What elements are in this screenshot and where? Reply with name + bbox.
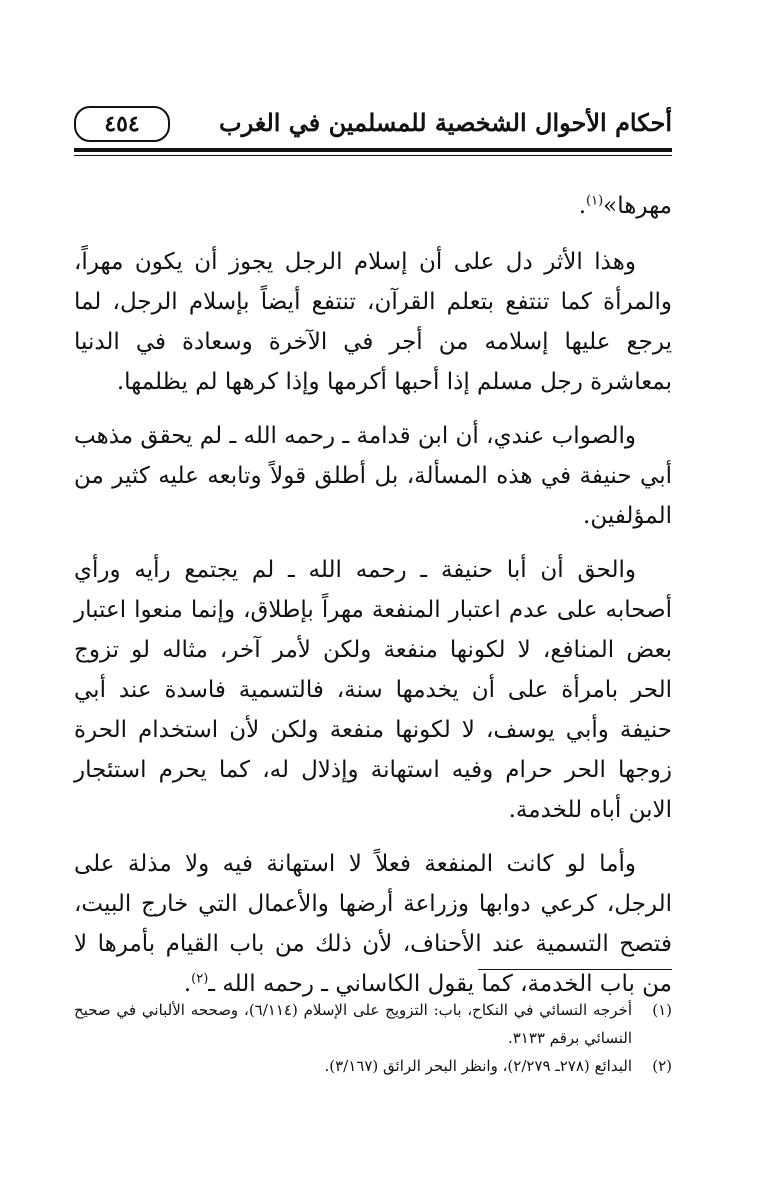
paragraph-4: وأما لو كانت المنفعة فعلاً لا استهانة فيه ولا مذلة على الرجل، كرعي دوابها وزراعة أرضها والأعمال التي خارج البيت، فتصح التسمية عند الأحناف، لأن ذلك من باب القيام بأمرها لا من باب الخدمة، كما يقول الكاساني ـ رحمه الله ـ$^{(٢)}$.: [74, 851, 672, 997]
footnote-number: (١): [652, 1001, 672, 1019]
footnote-number: (٢): [652, 1057, 672, 1075]
footnote-2: [74, 1052, 672, 1080]
footnote-text: أخرجه النسائي في النكاح، باب: التزويج على الإسلام (٦/١١٤)، وصححه الألباني في صحيح النسائي برقم ٣١٣٣.: [74, 1001, 632, 1047]
footnote-1: [74, 996, 672, 1052]
main-text: [74, 186, 672, 1018]
page-number-badge: ٤٥٤: [74, 106, 170, 142]
header-rule-thick: [74, 148, 672, 152]
footnote-separator: [478, 969, 672, 970]
running-title: أحكام الأحوال الشخصية للمسلمين في الغرب: [219, 108, 672, 137]
header-rule-thin: [74, 155, 672, 156]
page-header: [74, 102, 672, 150]
footnotes: [74, 996, 672, 1080]
paragraph-continuation: مهرها»$^{(١)}$.: [578, 193, 672, 219]
paragraph-1: وهذا الأثر دل على أن إسلام الرجل يجوز أن يكون مهراً، والمرأة كما تنتفع بتعلم القرآن، تنتفع أيضاً بإسلام الرجل، لما يرجع عليها إسلامه من أجر في الآخرة وسعادة في الدنيا بمعاشرة رجل مسلم إذا أحبها أكرمها وإذا كرهها لم يظلمها.: [74, 249, 672, 395]
paragraph-2: والصواب عندي، أن ابن قدامة ـ رحمه الله ـ لم يحقق مذهب أبي حنيفة في هذه المسألة، بل أطلق قولاً وتابعه عليه كثير من المؤلفين.: [74, 423, 672, 529]
paragraph-3: والحق أن أبا حنيفة ـ رحمه الله ـ لم يجتمع رأيه ورأي أصحابه على عدم اعتبار المنفعة مهراً بإطلاق، وإنما منعوا اعتبار بعض المنافع، لا لكونها منفعة ولكن لأمر آخر، مثاله لو تزوج الحر بامرأة على أن يخدمها سنة، فالتسمية فاسدة عند أبي حنيفة وأبي يوسف، لا لكونها منفعة ولكن لأن استخدام الحرة زوجها الحر حرام وفيه استهانة وإذلال له، كما يحرم استئجار الابن أباه للخدمة.: [74, 557, 672, 823]
footnote-ref-1[interactable]: (١): [586, 193, 604, 209]
footnote-text: البدائع (٢٧٨ـ ٢/٢٧٩)، وانظر البحر الرائق (٣/١٦٧).: [324, 1057, 632, 1075]
footnote-ref-2[interactable]: (٢): [191, 971, 209, 987]
